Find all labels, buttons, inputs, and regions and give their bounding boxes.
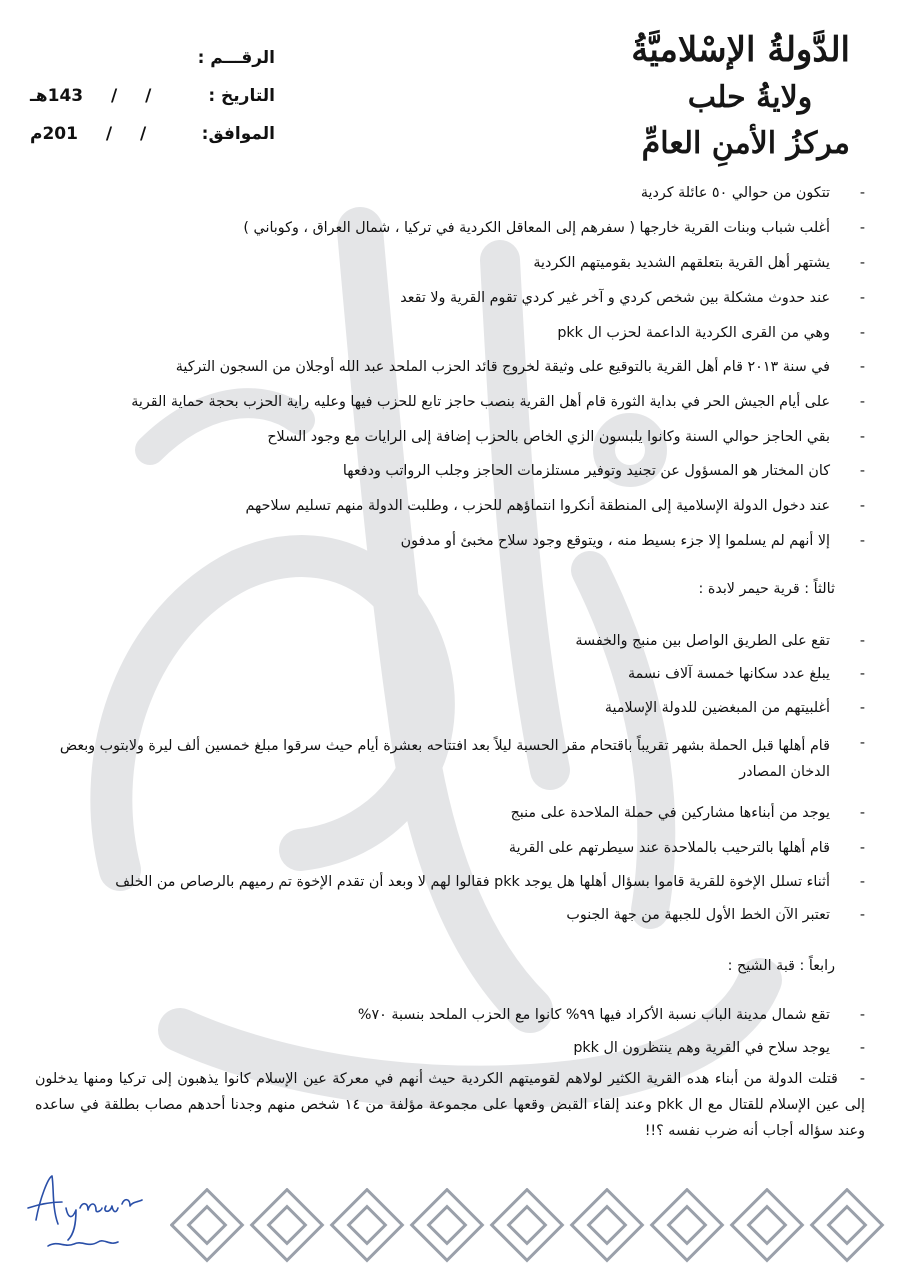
bullet-dash: - bbox=[859, 394, 865, 410]
bullet-dash: - bbox=[859, 429, 865, 445]
bullet-text: يوجد من أبناءها مشاركين في حملة الملاحدة على منبج bbox=[510, 805, 830, 821]
bullet-text: تعتبر الآن الخط الأول للجبهة من جهة الجنوب bbox=[566, 907, 830, 923]
logo-line-state: الدَّولةُ الإسْلاميَّةُ bbox=[631, 30, 850, 70]
footer-seal-pattern bbox=[170, 1188, 890, 1268]
section-heading: ثالثاً : قرية حيمر لابدة : bbox=[698, 581, 835, 597]
handwritten-signature bbox=[18, 1168, 168, 1268]
list-item bbox=[35, 733, 865, 780]
bullet-dash: - bbox=[859, 185, 865, 201]
bullet-text: عند حدوث مشكلة بين شخص كردي و آخر غير كردي تقوم القرية ولا تقعد bbox=[400, 290, 830, 306]
bullet-dash: - bbox=[859, 290, 865, 306]
logo-line-center: مركزُ الأمنِ العامِّ bbox=[641, 126, 850, 161]
bullet-dash: - bbox=[859, 498, 865, 514]
bullet-text: أثناء تسلل الإخوة للقرية قاموا بسؤال أهلها هل يوجد pkk فقالوا لهم لا وبعد أن تقدم الإخوة تم رميهم بالرصاص من الخلف bbox=[115, 874, 830, 890]
state-logo bbox=[631, 30, 850, 175]
bullet-text: قام أهلها بالترحيب بالملاحدة عند سيطرتهم على القرية bbox=[508, 840, 830, 856]
bullet-text: يوجد سلاح في القرية وهم ينتظرون ال pkk bbox=[573, 1040, 830, 1056]
bullet-text: يبلغ عدد سكانها خمسة آلاف نسمة bbox=[627, 666, 830, 682]
section-heading: رابعاً : قبة الشيح : bbox=[727, 958, 835, 974]
bullet-text: على أيام الجيش الحر في بداية الثورة قام أهل القرية بنصب حاجز تابع للحزب فيها وعليه راية الحزب بحجة حماية القرية bbox=[131, 394, 830, 410]
body-paragraph bbox=[35, 1066, 865, 1144]
bullet-dash: - bbox=[859, 533, 865, 549]
bullet-text: بقي الحاجز حوالي السنة وكانوا يلبسون الزي الخاص بالحزب إضافة إلى الرايات مع وجود السلاح bbox=[267, 429, 830, 445]
bullet-dash: - bbox=[837, 1071, 865, 1087]
bullet-dash: - bbox=[859, 700, 865, 716]
bullet-text: في سنة ٢٠١٣ قام أهل القرية بالتوقيع على وثيقة لخروج قائد الحزب الملحد عبد الله أوجلان من السجون التركية bbox=[175, 359, 830, 375]
ref-hijri-date-value: / / 143هـ bbox=[30, 86, 152, 106]
ref-gregorian-date-row bbox=[30, 124, 275, 154]
ref-gregorian-date-value: / / 201م bbox=[30, 124, 147, 144]
bullet-dash: - bbox=[859, 874, 865, 890]
paragraph-text: قتلت الدولة من أبناء هده القرية الكثير لولاهم لقوميتهم الكردية حيث أنهم في معركة عين الإسلام كانوا يذهبون إلى تركيا ومنها يدخلون إلى عين الإسلام للقتال مع ال pkk وعند إلقاء القبض وقعها على مجموعة مؤلفة من ١٤ شخص منهم وجدنا أحدهم مصاب بطلقة في ساعده وعند سؤاله أجاب أنه ضرب نفسه ؟!! bbox=[35, 1071, 865, 1139]
bullet-text: عند دخول الدولة الإسلامية إلى المنطقة أنكروا انتماؤهم للحزب ، وطلبت الدولة منهم تسليم سلاحهم bbox=[245, 498, 830, 514]
bullet-text: أغلبيتهم من المبغضين للدولة الإسلامية bbox=[604, 700, 830, 716]
ref-number-label: الرقـــم : bbox=[197, 48, 275, 68]
bullet-text: تقع على الطريق الواصل بين منبج والخفسة bbox=[575, 633, 830, 649]
bullet-dash: - bbox=[859, 805, 865, 821]
bullet-dash: - bbox=[859, 840, 865, 856]
ref-hijri-date-row bbox=[30, 86, 275, 116]
ref-gregorian-date-label: الموافق: bbox=[201, 124, 275, 144]
bullet-dash: - bbox=[859, 255, 865, 271]
bullet-text: قام أهلها قبل الحملة بشهر تقريباً باقتحام مقر الحسبة ليلاً بعد افتتاحه بعشرة أيام حيث سرقوا مبلغ خمسين ألف ليرة ولابتوب وبعض الدخان المصادر bbox=[59, 738, 830, 780]
reference-fields bbox=[30, 48, 280, 148]
bullet-dash: - bbox=[859, 666, 865, 682]
logo-line-province: ولايةُ حلب bbox=[687, 80, 813, 115]
bullet-text: تتكون من حوالي ٥٠ عائلة كردية bbox=[640, 185, 830, 201]
bullet-dash: - bbox=[859, 1040, 865, 1056]
bullet-text: تقع شمال مدينة الباب نسبة الأكراد فيها ٩٩% كانوا مع الحزب الملحد بنسبة ٧٠% bbox=[357, 1007, 830, 1023]
bullet-text: وهي من القرى الكردية الداعمة لحزب ال pkk bbox=[557, 325, 830, 341]
bullet-dash: - bbox=[859, 325, 865, 341]
bullet-dash: - bbox=[859, 359, 865, 375]
ref-hijri-date-label: التاريخ : bbox=[208, 86, 275, 106]
bullet-text: إلا أنهم لم يسلموا إلا جزء بسيط منه ، ويتوقع وجود سلاح مخبئ أو مدفون bbox=[400, 533, 830, 549]
bullet-dash: - bbox=[859, 1007, 865, 1023]
bullet-dash: - bbox=[859, 463, 865, 479]
bullet-text: كان المختار هو المسؤول عن تجنيد وتوفير مستلزمات الحاجز وجلب الرواتب ودفعها bbox=[342, 463, 830, 479]
bullet-dash: - bbox=[859, 633, 865, 649]
bullet-text: أغلب شباب وبنات القرية خارجها ( سفرهم إلى المعاقل الكردية في تركيا ، شمال العراق ، وكوباني ) bbox=[243, 220, 830, 236]
ref-number-row bbox=[30, 48, 275, 78]
bullet-text: يشتهر أهل القرية بتعلقهم الشديد بقوميتهم الكردية bbox=[533, 255, 830, 271]
bullet-dash: - bbox=[859, 220, 865, 236]
bullet-dash: - bbox=[859, 907, 865, 923]
bullet-dash: - bbox=[859, 735, 865, 751]
